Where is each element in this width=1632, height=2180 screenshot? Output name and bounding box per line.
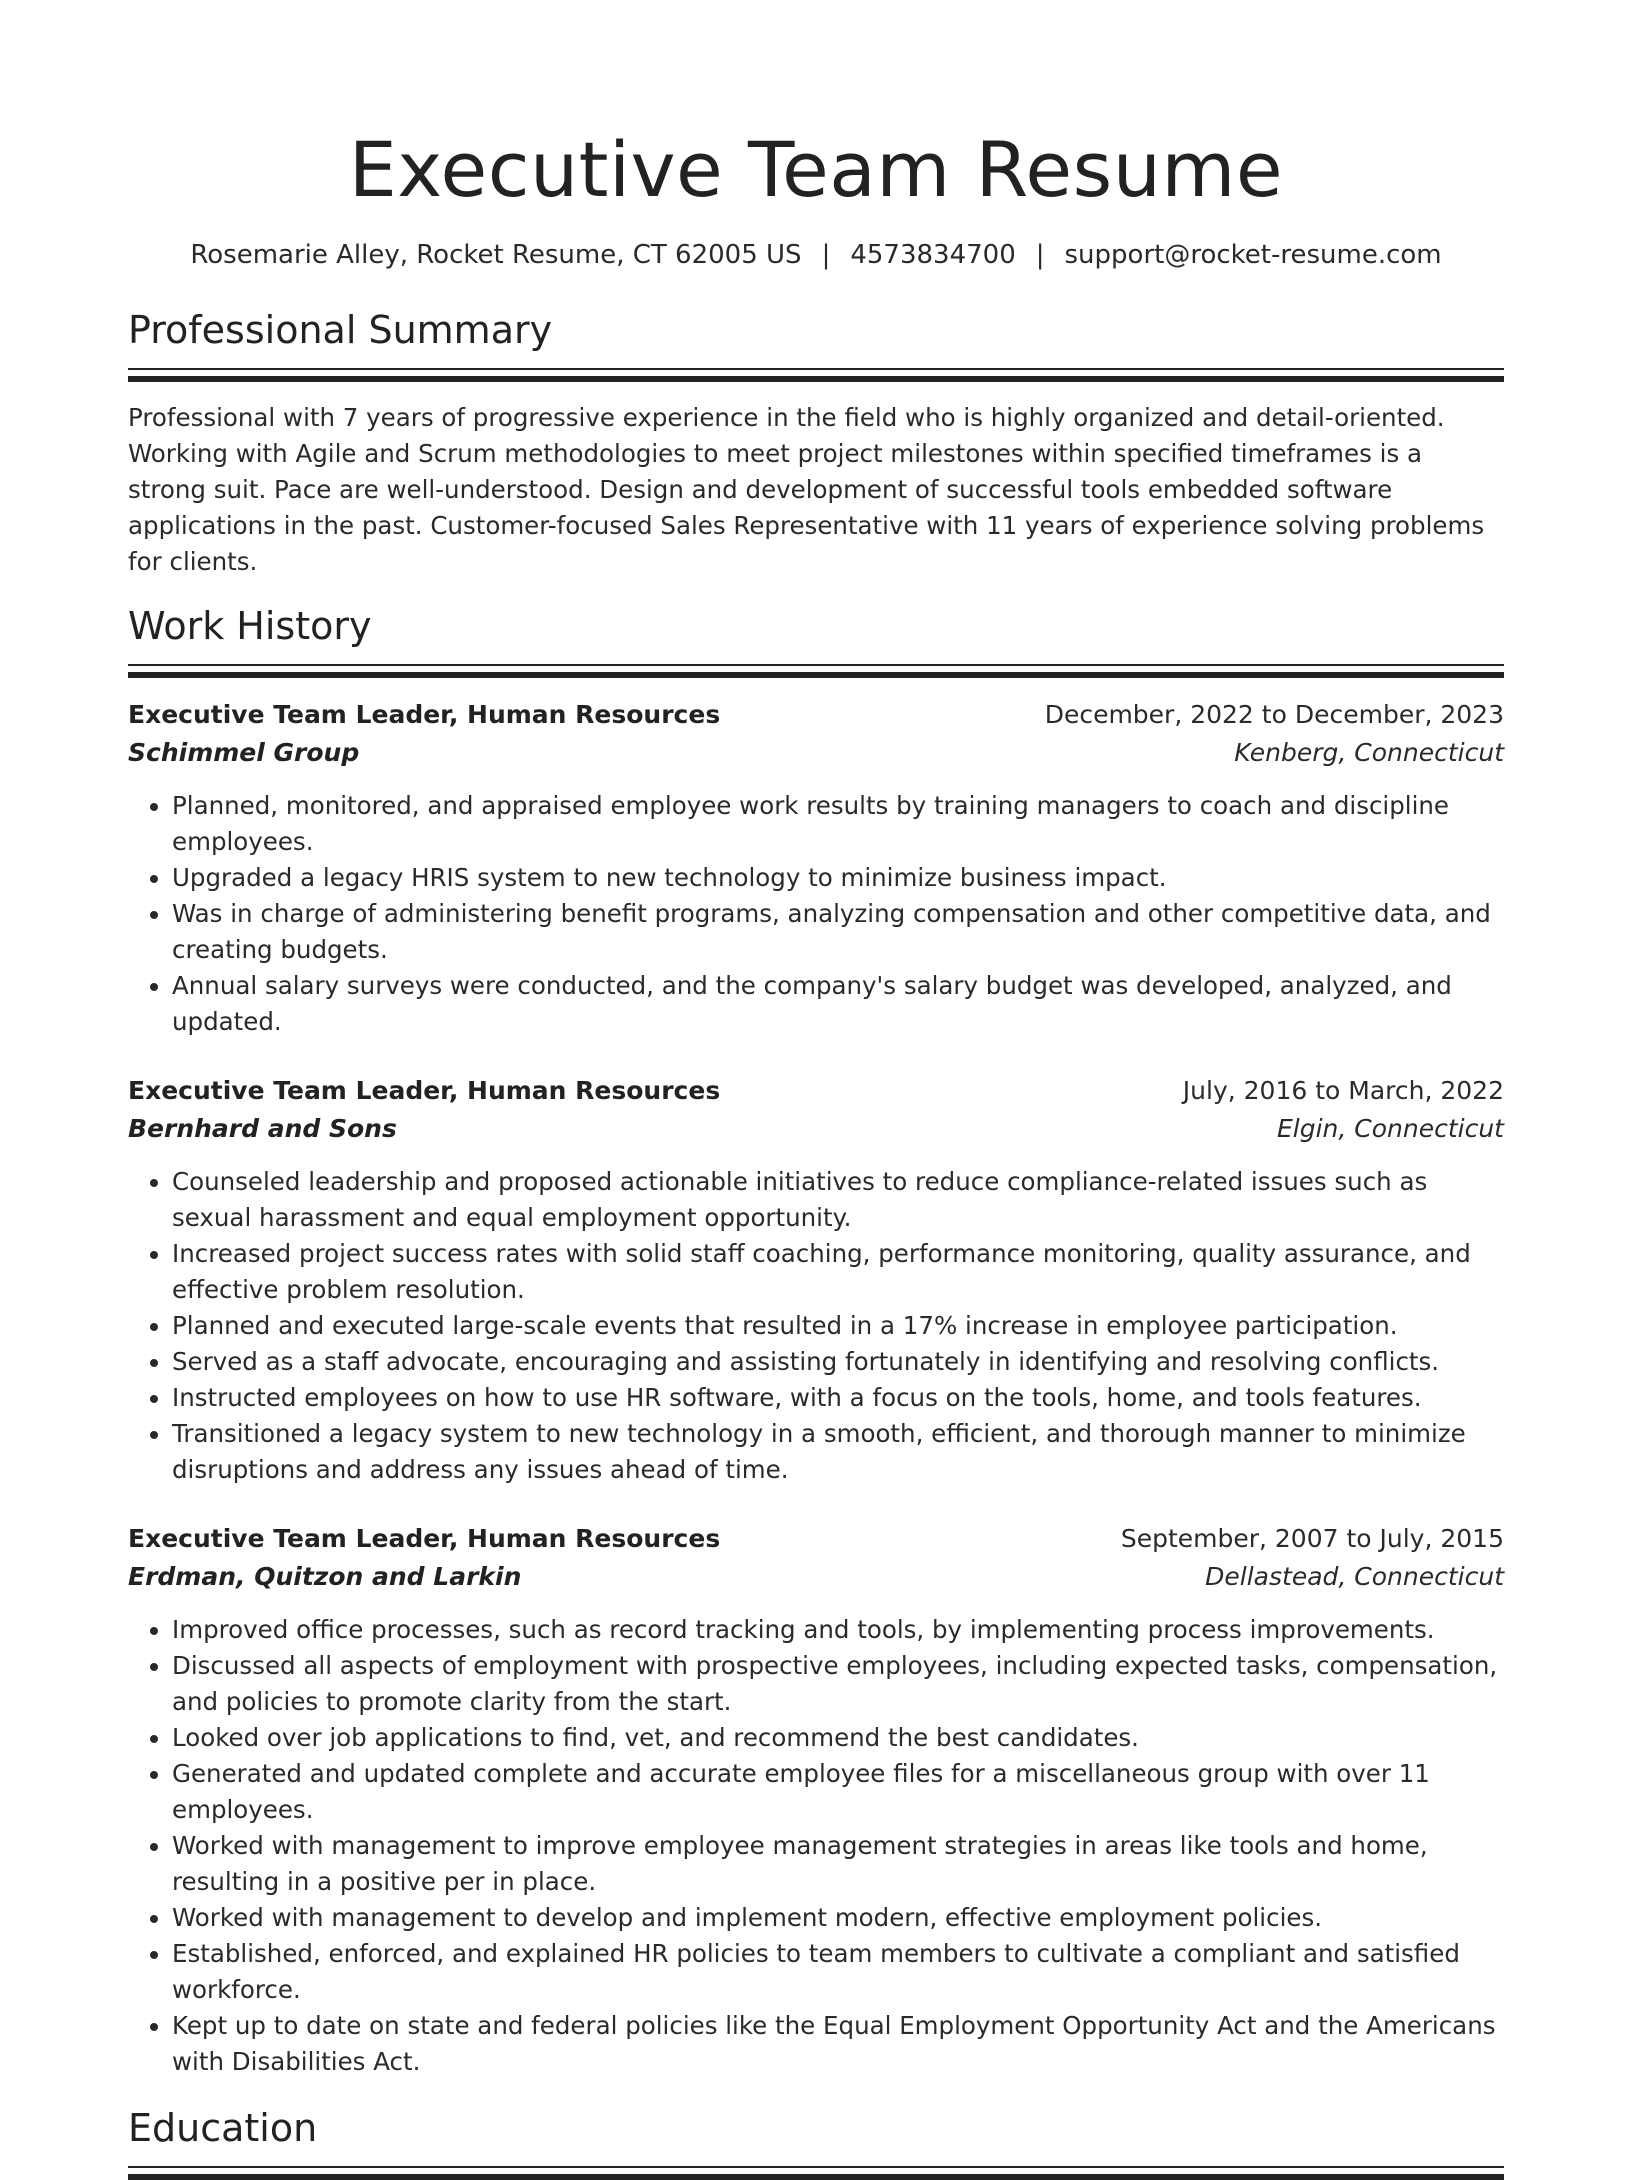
job-header-row (128, 1520, 1504, 1558)
bullet-item: • Worked with management to develop and implement modern, effective employment policies. (172, 1900, 1504, 1936)
bullet-item: • Served as a staff advocate, encouraging and assisting fortunately in identifying and resolving conflicts. (172, 1344, 1504, 1380)
bullet-item: • Planned, monitored, and appraised employee work results by training managers to coach and discipline employees. (172, 788, 1504, 860)
work-history-section (128, 602, 1504, 2080)
job-entry (128, 1520, 1504, 2080)
contact-line (128, 240, 1504, 270)
section-title-education: Education (128, 2106, 318, 2150)
job-dates: December, 2022 to December, 2023 (1044, 700, 1504, 729)
section-rule-thick (128, 376, 1504, 382)
job-company-row (128, 1558, 1504, 1596)
job-entry (128, 696, 1504, 1040)
education-section (128, 2104, 1504, 2180)
contact-phone: 4573834700 (850, 240, 1016, 270)
job-entry (128, 1072, 1504, 1488)
job-location: Elgin, Connecticut (1276, 1114, 1504, 1143)
summary-section (128, 306, 1504, 580)
job-bullets (128, 1164, 1504, 1488)
bullet-item: • Looked over job applications to find, vet, and recommend the best candidates. (172, 1720, 1504, 1756)
job-header-row (128, 696, 1504, 734)
section-title-work-history: Work History (128, 604, 372, 648)
bullet-item: • Transitioned a legacy system to new technology in a smooth, efficient, and thorough manner to minimize disruptions and address any issues ahead of time. (172, 1416, 1504, 1488)
bullet-item: • Discussed all aspects of employment with prospective employees, including expected tasks, compensation, and policies to promote clarity from the start. (172, 1648, 1504, 1720)
section-rule-thick (128, 672, 1504, 678)
job-dates: July, 2016 to March, 2022 (1182, 1076, 1504, 1105)
section-rule (128, 664, 1504, 666)
bullet-item: • Increased project success rates with solid staff coaching, performance monitoring, quality assurance, and effective problem resolution. (172, 1236, 1504, 1308)
bullet-item: • Worked with management to improve employee management strategies in areas like tools and home, resulting in a positive per in place. (172, 1828, 1504, 1900)
bullet-item: • Counseled leadership and proposed actionable initiatives to reduce compliance-related issues such as sexual harassment and equal employment opportunity. (172, 1164, 1504, 1236)
section-title-summary: Professional Summary (128, 308, 553, 352)
job-location: Dellastead, Connecticut (1205, 1562, 1504, 1591)
contact-separator: | (821, 240, 831, 270)
contact-email[interactable]: support@rocket-resume.com (1064, 240, 1442, 270)
job-title: Executive Team Leader, Human Resources (128, 700, 721, 729)
job-company: Erdman, Quitzon and Larkin (128, 1562, 522, 1591)
job-company: Bernhard and Sons (128, 1114, 397, 1143)
job-bullets (128, 788, 1504, 1040)
bullet-item: • Improved office processes, such as record tracking and tools, by implementing process improvements. (172, 1612, 1504, 1648)
bullet-item: • Kept up to date on state and federal policies like the Equal Employment Opportunity Act and the Americans with Disabilities Act. (172, 2008, 1504, 2080)
section-rule (128, 368, 1504, 370)
job-title: Executive Team Leader, Human Resources (128, 1076, 721, 1105)
bullet-item: • Generated and updated complete and accurate employee files for a miscellaneous group with over 11 employees. (172, 1756, 1504, 1828)
job-header-row (128, 1072, 1504, 1110)
contact-separator: | (1035, 240, 1045, 270)
section-rule (128, 2166, 1504, 2168)
bullet-item: • Planned and executed large-scale events that resulted in a 17% increase in employee participation. (172, 1308, 1504, 1344)
bullet-item: • Established, enforced, and explained HR policies to team members to cultivate a compliant and satisfied workforce. (172, 1936, 1504, 2008)
job-title: Executive Team Leader, Human Resources (128, 1524, 721, 1553)
document-title: Executive Team Resume (348, 125, 1284, 214)
job-bullets (128, 1612, 1504, 2080)
job-location: Kenberg, Connecticut (1234, 738, 1504, 767)
job-company-row (128, 1110, 1504, 1148)
contact-address: Rosemarie Alley, Rocket Resume, CT 62005 US (190, 240, 802, 270)
bullet-item: • Was in charge of administering benefit programs, analyzing compensation and other competitive data, and creating budgets. (172, 896, 1504, 968)
bullet-item: • Upgraded a legacy HRIS system to new technology to minimize business impact. (172, 860, 1504, 896)
summary-text: Professional with 7 years of progressive experience in the field who is highly organized and detail-oriented. Working with Agile and Scrum methodologies to meet project milestones within specified timeframes is a strong suit. Pace are well-understood. Design and development of successful tools embedded software applications in the past. Customer-focused Sales Representative with 11 years of experience solving problems for clients. (128, 403, 1485, 576)
job-company: Schimmel Group (128, 738, 360, 767)
section-rule-thick (128, 2174, 1504, 2180)
job-dates: September, 2007 to July, 2015 (1120, 1524, 1504, 1553)
job-company-row (128, 734, 1504, 772)
bullet-item: • Instructed employees on how to use HR software, with a focus on the tools, home, and tools features. (172, 1380, 1504, 1416)
bullet-item: • Annual salary surveys were conducted, and the company's salary budget was developed, analyzed, and updated. (172, 968, 1504, 1040)
